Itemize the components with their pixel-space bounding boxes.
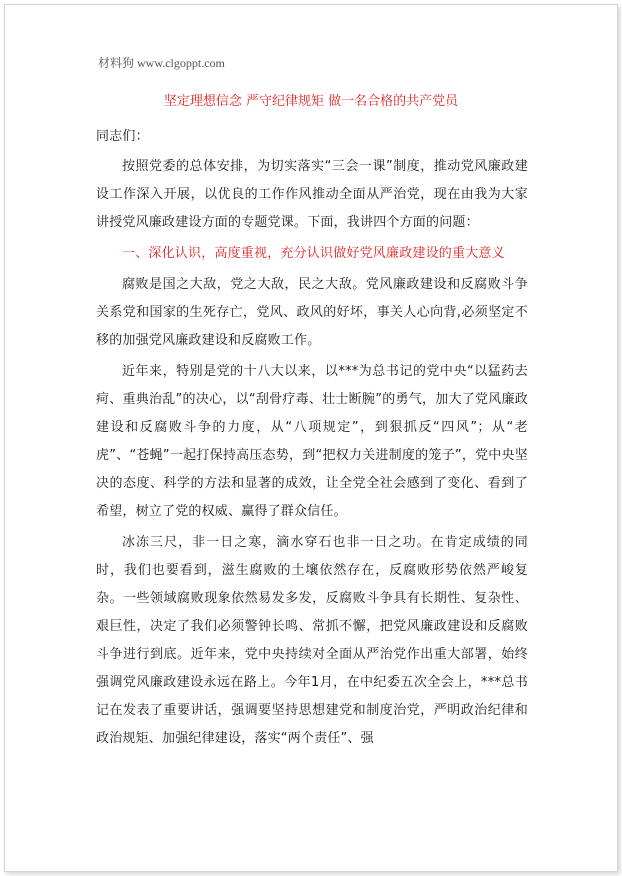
source-watermark: 材料狗 www.clgoppt.com [98,56,225,70]
paragraph: 近年来，特别是党的十八大以来，以***为总书记的党中央“以猛药去疴、重典治乱”的决心，以“刮骨疗毒、壮士断腕”的勇气，加大了党风廉政建设和反腐败斗争的力度，从“八项规定”，到狠抓反“四风”；从“老虎”、“苍蝇”一起打保持高压态势，到“把权力关进制度的笼子”，党中央坚决的态度、科学的方法和显著的成效，让全党全社会感到了变化、看到了希望，树立了党的权威、赢得了群众信任。 [96,364,528,519]
document-page [4,4,618,872]
document-title: 坚定理想信念 严守纪律规矩 做一名合格的共产党员 [163,94,459,109]
paragraph: 冰冻三尺，非一日之寒，滴水穿石也非一日之功。在肯定成绩的同时，我们也要看到，滋生腐败的土壤依然存在，反腐败形势依然严峻复杂。一些领域腐败现象依然易发多发，反腐败斗争具有长期性、复杂性、艰巨性，决定了我们必须警钟长鸣、常抓不懈，把党风廉政建设和反腐败斗争进行到底。近年来，党中央持续对全面从严治党作出重大部署，始终强调党风廉政建设永远在路上。今年1月，在中纪委五次全会上，***总书记在发表了重要讲话，强调要坚持思想建党和制度治党，严明政治纪律和政治规矩、加强纪律建设，落实“两个责任”、强 [96,535,528,746]
paragraph: 腐败是国之大敌，党之大敌，民之大敌。党风廉政建设和反腐败斗争关系党和国家的生死存亡，党风、政风的好坏，事关人心向背,必须坚定不移的加强党风廉政建设和反腐败工作。 [96,277,528,348]
paragraph-intro: 按照党委的总体安排，为切实落实“三会一课”制度，推动党风廉政建设工作深入开展，以优良的工作作风推动全面从严治党，现在由我为大家讲授党风廉政建设方面的专题党课。下面，我讲四个方面的问题： [96,159,528,230]
section-heading: 一、深化认识，高度重视，充分认识做好党风廉政建设的重大意义 [122,246,505,261]
document-body [96,123,528,753]
greeting: 同志们： [96,129,149,144]
